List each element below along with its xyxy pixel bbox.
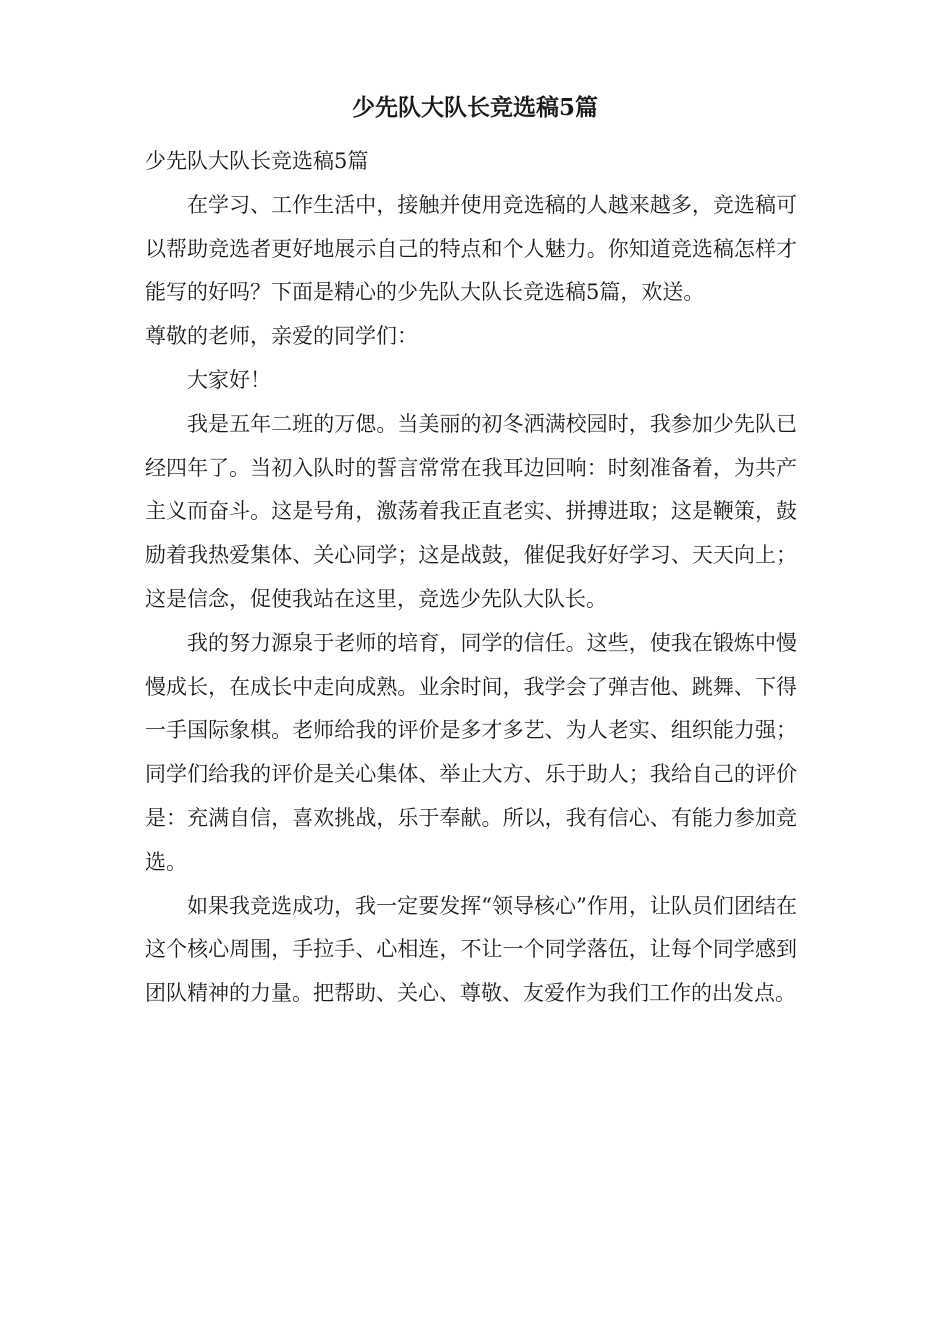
- body-paragraph: 如果我竞选成功，我一定要发挥“领导核心”作用，让队员们团结在这个核心周围，手拉手、心相连，不让一个同学落伍，让每个同学感到团队精神的力量。把帮助、关心、尊敬、友爱作为我们工作的出发点。: [145, 893, 797, 1006]
- document-title: 少先队大队长竞选稿5篇: [351, 94, 598, 121]
- intro-paragraph: 在学习、工作生活中，接触并使用竞选稿的人越来越多，竞选稿可以帮助竞选者更好地展示自己的特点和个人魅力。你知道竞选稿怎样才能写的好吗？下面是精心的少先队大队长竞选稿5篇，欢送。: [145, 192, 797, 305]
- greeting: 大家好！: [187, 367, 271, 392]
- document-subtitle: 少先队大队长竞选稿5篇: [145, 149, 369, 173]
- body-paragraph: 我的努力源泉于老师的培育，同学的信任。这些，使我在锻炼中慢慢成长，在成长中走向成熟。业余时间，我学会了弹吉他、跳舞、下得一手国际象棋。老师给我的评价是多才多艺、为人老实、组织能力强；同学们给我的评价是关心集体、举止大方、乐于助人；我给自己的评价是：充满自信，喜欢挑战，乐于奉献。所以，我有信心、有能力参加竞选。: [145, 630, 797, 874]
- document-body: [145, 140, 797, 1016]
- salutation: 尊敬的老师，亲爱的同学们：: [145, 324, 418, 349]
- body-paragraph: 我是五年二班的万偲。当美丽的初冬洒满校园时，我参加少先队已经四年了。当初入队时的誓言常常在我耳边回响：时刻准备着，为共产主义而奋斗。这是号角，激荡着我正直老实、拼搏进取；这是鞭策，鼓励着我热爱集体、关心同学；这是战鼓，催促我好好学习、天天向上；这是信念，促使我站在这里，竞选少先队大队长。: [145, 411, 797, 611]
